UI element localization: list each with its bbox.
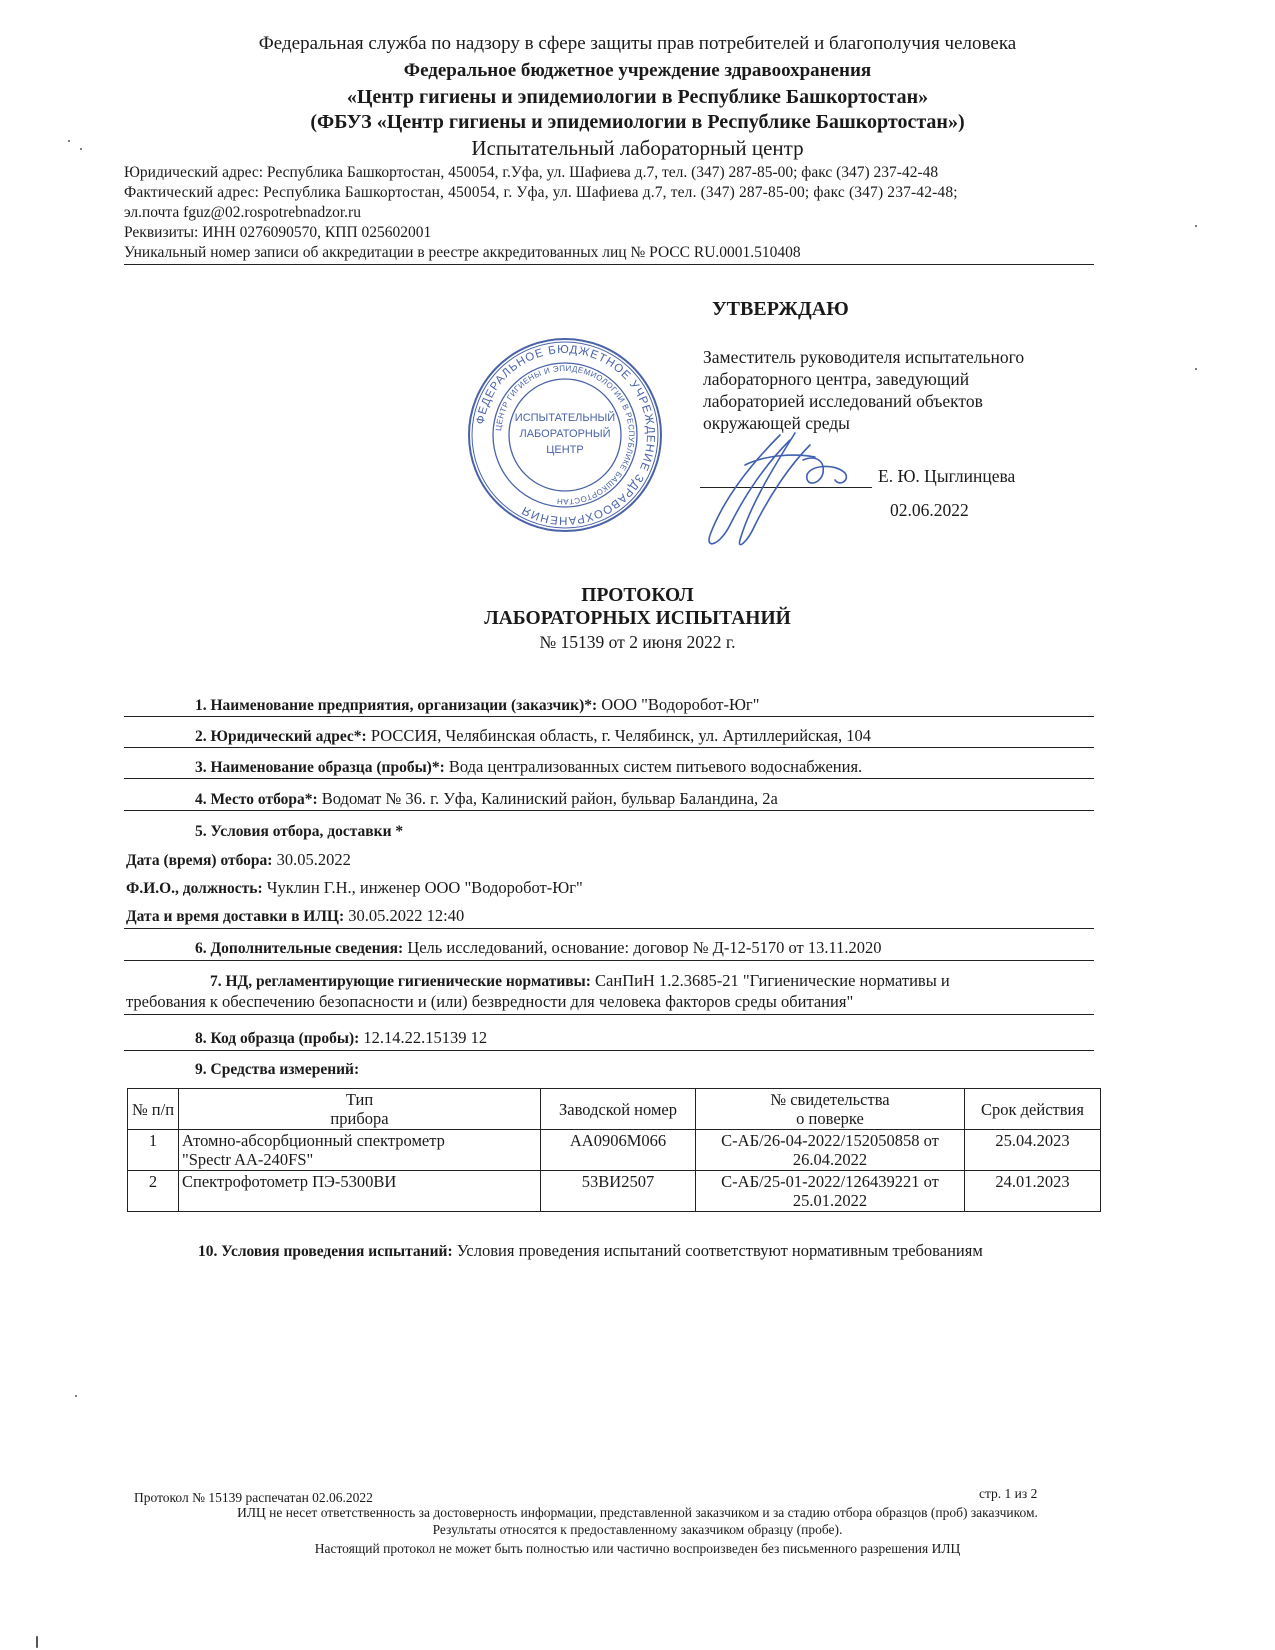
header-line: Тип (345, 1090, 374, 1109)
approval-role-line: лабораторией исследований объектов (703, 391, 983, 411)
cell-serial: 53ВИ2507 (541, 1171, 696, 1212)
field-delivery-datetime (126, 906, 464, 926)
cell-line: Спектрофотометр ПЭ-5300ВИ (182, 1172, 397, 1191)
field-value: 12.14.22.15139 12 (363, 1028, 488, 1047)
cell-valid: 24.01.2023 (965, 1171, 1101, 1212)
field-value: Чуклин Г.Н., инженер ООО "Водоробот-Юг" (266, 878, 583, 897)
field-label: Ф.И.О., должность: (126, 880, 263, 897)
header-lab-center: Испытательный лабораторный центр (471, 136, 804, 160)
stamp-center-line: ИСПЫТАТЕЛЬНЫЙ (514, 412, 616, 424)
col-serial-header: Заводской номер (541, 1089, 696, 1130)
approval-role-line: лабораторного центра, заведующий (703, 369, 970, 389)
header-institution: Федеральное бюджетное учреждение здравоохранения (403, 60, 872, 81)
scan-speck (36, 1636, 38, 1648)
col-cert-header (696, 1089, 965, 1130)
col-num-header: № п/п (128, 1089, 179, 1130)
table-row (128, 1171, 1101, 1212)
field-norms (210, 971, 950, 991)
field-test-conditions (198, 1241, 983, 1261)
field-sampling-date (126, 850, 351, 870)
table-row (128, 1130, 1101, 1171)
requisites: Реквизиты: ИНН 0276090570, КПП 025602001 (124, 224, 432, 241)
field-norms-continued: требования к обеспечению безопасности и (или) безвредности для человека факторов среды обитания" (126, 992, 854, 1011)
field-underline (124, 1014, 1094, 1015)
field-label: 3. Наименование образца (пробы)*: (195, 759, 445, 776)
cell-type (179, 1171, 541, 1212)
cell-num: 1 (128, 1130, 179, 1171)
footer-results-note: Результаты относятся к предоставленному заказчиком образцу (пробе). (432, 1522, 843, 1537)
scan-speck (80, 148, 82, 150)
header-line: прибора (330, 1109, 389, 1128)
cell-num: 2 (128, 1171, 179, 1212)
field-sample-name (195, 757, 862, 777)
field-value: Водомат № 36. г. Уфа, Калиниский район, бульвар Баландина, 2а (321, 789, 778, 808)
field-sampling-place (195, 789, 778, 809)
scan-speck (1195, 368, 1197, 370)
stamp-center-line: ЛАБОРАТОРНЫЙ (519, 428, 611, 440)
protocol-number: № 15139 от 2 июня 2022 г. (539, 632, 736, 652)
approver-name: Е. Ю. Цыглинцева (878, 466, 1016, 486)
field-label: 8. Код образца (пробы): (195, 1030, 360, 1047)
email: эл.почта fguz@02.rospotrebnadzor.ru (124, 204, 361, 221)
approval-title: УТВЕРЖДАЮ (712, 298, 849, 320)
field-label: 1. Наименование предприятия, организации (заказчик)*: (195, 697, 598, 714)
field-value: 30.05.2022 (276, 850, 351, 869)
stamp-outer-text: ФЕДЕРАЛЬНОЕ БЮДЖЕТНОЕ УЧРЕЖДЕНИЕ ЗДРАВООХРАНЕНИЯ (474, 343, 657, 527)
cell-line: 26.04.2022 (792, 1150, 868, 1169)
protocol-title: ПРОТОКОЛ (581, 585, 694, 606)
header-center-abbrev: (ФБУЗ «Центр гигиены и эпидемиологии в Республике Башкортостан») (310, 111, 965, 133)
field-value: Условия проведения испытаний соответствуют нормативным требованиям (456, 1241, 983, 1260)
instruments-table (127, 1088, 1101, 1212)
field-label: 7. НД, регламентирующие гигиенические нормативы: (210, 973, 591, 990)
field-underline (124, 1050, 1094, 1051)
field-customer (195, 695, 759, 715)
header-ministry: Федеральная служба по надзору в сфере защиты прав потребителей и благополучия человека (258, 33, 1017, 54)
legal-address: Юридический адрес: Республика Башкортостан, 450054, г.Уфа, ул. Шафиева д.7, тел. (347) 287-85-00; факс (347) 237-42-48 (124, 164, 939, 181)
approval-role-line: Заместитель руководителя испытательного (703, 347, 1025, 367)
field-underline (124, 778, 1094, 779)
footer-page-number: стр. 1 из 2 (979, 1486, 1038, 1501)
col-valid-header: Срок действия (965, 1089, 1101, 1130)
field-underline (124, 716, 1094, 717)
approval-role (703, 346, 1024, 434)
field-sampler (126, 878, 583, 898)
field-underline (124, 810, 1094, 811)
cell-valid: 25.04.2023 (965, 1130, 1101, 1171)
field-underline (124, 928, 1094, 929)
cell-line: С-АБ/26-04-2022/152050858 от (721, 1131, 939, 1150)
footer-disclaimer: ИЛЦ не несет ответственность за достоверность информации, представленной заказчиком и за стадию отбора образцов (проб) заказчиком. (237, 1505, 1038, 1520)
protocol-subtitle: ЛАБОРАТОРНЫХ ИСПЫТАНИЙ (484, 608, 791, 629)
official-stamp (465, 335, 665, 535)
table-header-row (128, 1089, 1101, 1130)
field-label: 5. Условия отбора, доставки * (195, 823, 404, 840)
scan-speck (75, 1395, 77, 1397)
scan-speck (68, 140, 70, 142)
col-type-header (179, 1089, 541, 1130)
field-label: Дата и время доставки в ИЛЦ: (126, 908, 345, 925)
header-divider (124, 264, 1094, 265)
field-additional-info (195, 938, 882, 958)
field-value: Вода централизованных систем питьевого водоснабжения. (448, 757, 863, 776)
cell-type (179, 1130, 541, 1171)
field-value: 30.05.2022 12:40 (348, 906, 465, 925)
cell-line: 25.01.2022 (792, 1191, 868, 1210)
field-value: Цель исследований, основание: договор № Д-12-5170 от 13.11.2020 (407, 938, 882, 957)
field-label: 6. Дополнительные сведения: (195, 940, 404, 957)
cell-line: "Spectr AA-240FS" (182, 1150, 314, 1169)
accreditation-number: Уникальный номер записи об аккредитации в реестре аккредитованных лиц № РОСС RU.0001.510408 (124, 244, 801, 261)
approval-date: 02.06.2022 (890, 500, 969, 520)
actual-address: Фактический адрес: Республика Башкортостан, 450054, г. Уфа, ул. Шафиева д.7, тел. (347) 287-85-00; факс (347) 237-42-48; (124, 184, 958, 201)
header-line: о поверке (796, 1109, 864, 1128)
field-label: Дата (время) отбора: (126, 852, 273, 869)
field-label: 4. Место отбора*: (195, 791, 318, 808)
field-label: 9. Средства измерений: (195, 1061, 360, 1078)
footer-printed: Протокол № 15139 распечатан 02.06.2022 (134, 1490, 373, 1505)
footer-reproduction-note: Настоящий протокол не может быть полностью или частично воспроизведен без письменного разрешения ИЛЦ (314, 1541, 961, 1556)
stamp-inner-text: ЦЕНТР ГИГИЕНЫ И ЭПИДЕМИОЛОГИИ В РЕСПУБЛИКЕ БАШКОРТОСТАН (494, 363, 637, 507)
field-label: 10. Условия проведения испытаний: (198, 1243, 453, 1260)
field-value: РОССИЯ, Челябинская область, г. Челябинск, ул. Артиллерийская, 104 (370, 726, 872, 745)
field-sampling-conditions (195, 821, 403, 841)
cell-line: Атомно-абсорбционный спектрометр (182, 1131, 445, 1150)
field-underline (124, 960, 1094, 961)
handwritten-signature (685, 425, 870, 555)
approval-role-line: окружающей среды (703, 413, 850, 433)
field-legal-address (195, 726, 871, 746)
stamp-center-line: ЦЕНТР (546, 444, 584, 456)
header-line: № свидетельства (770, 1090, 890, 1109)
cell-cert (696, 1130, 965, 1171)
field-value: ООО "Водоробот-Юг" (601, 695, 760, 714)
cell-serial: AA0906M066 (541, 1130, 696, 1171)
cell-line: С-АБ/25-01-2022/126439221 от (721, 1172, 939, 1191)
field-sample-code (195, 1028, 487, 1048)
cell-cert (696, 1171, 965, 1212)
field-instruments (195, 1059, 359, 1079)
field-label: 2. Юридический адрес*: (195, 728, 367, 745)
field-value: СанПиН 1.2.3685-21 "Гигиенические нормативы и (595, 971, 950, 990)
scan-speck (1195, 225, 1197, 227)
header-center-name: «Центр гигиены и эпидемиологии в Республике Башкортостан» (346, 86, 929, 108)
field-underline (124, 747, 1094, 748)
